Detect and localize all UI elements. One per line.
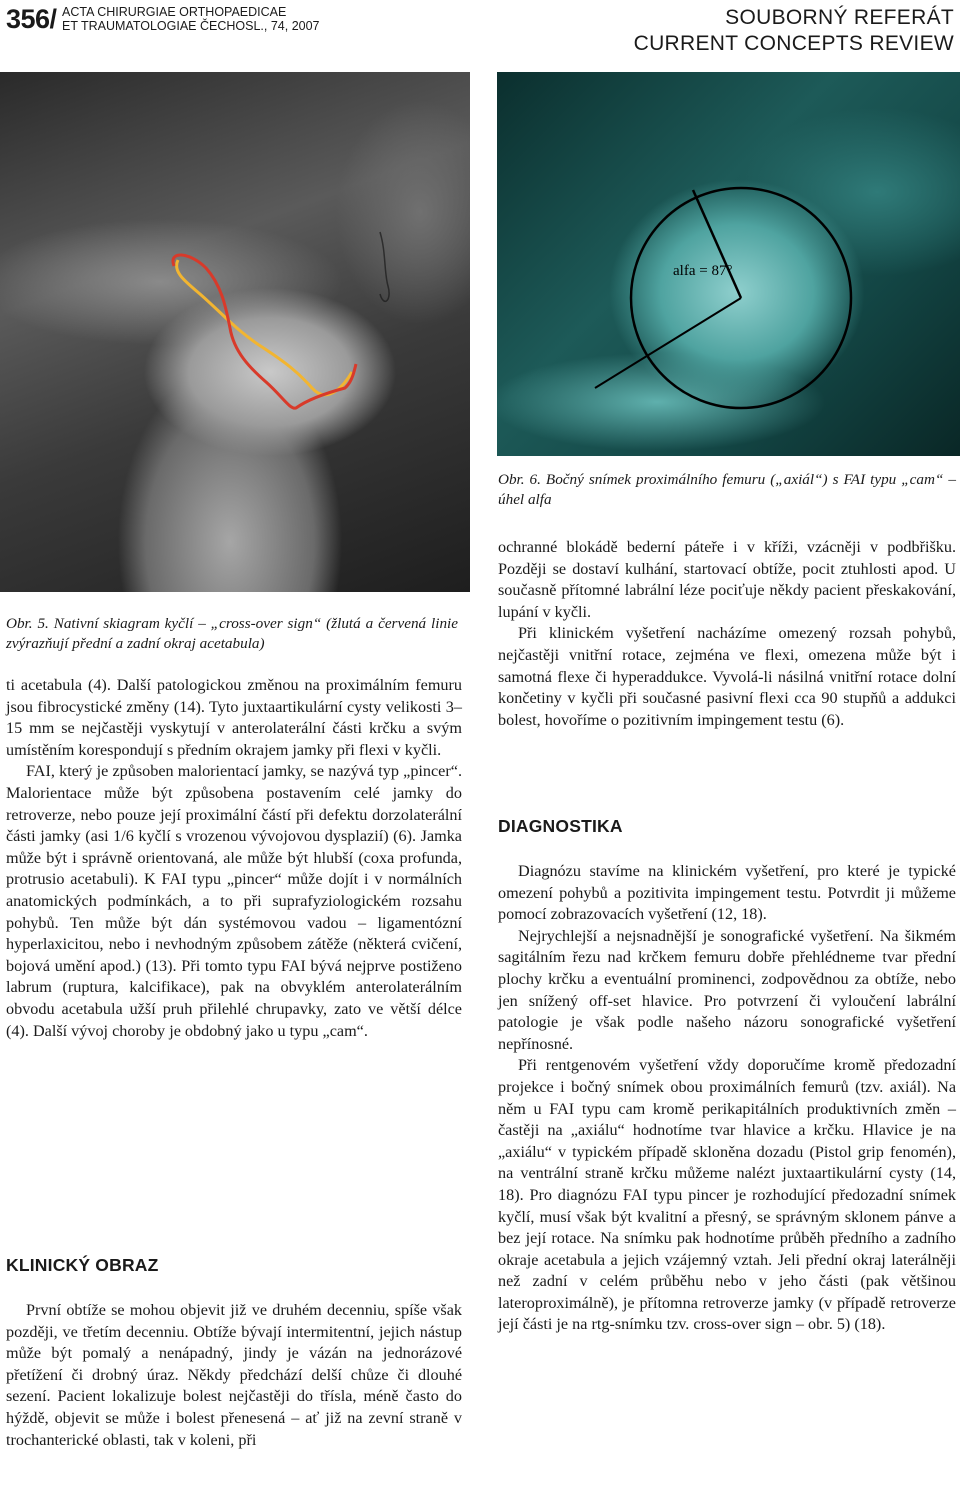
- figure-5-caption: Obr. 5. Nativní skiagram kyčlí – „cross-over sign“ (žlutá a červená linie zvýrazňují přední a zadní okraj acetabula): [6, 615, 458, 652]
- crossover-red-line: [173, 255, 356, 408]
- figure-5-overlay: [0, 72, 470, 592]
- section-title: [634, 5, 954, 57]
- paragraph: Při klinickém vyšetření nacházíme omezený rozsah pohybů, nejčastěji vnitřní rotace, zejména ve flexi, omezena může být i samotná flexe či hyperaddukce. Vyvolá-li násilná vnitřní rotace dolní končetiny v kyčli při současné pasivní flexi cca 90 stupňů a addukci bolest, hovoříme o pozitivním impingement testu (6).: [498, 624, 956, 729]
- figure-6-overlay: [497, 72, 960, 456]
- alpha-angle-label: alfa = 87°: [673, 263, 733, 279]
- paragraph: První obtíže se mohou objevit již ve druhém decenniu, spíše však později, ve třetím decenniu. Obtíže bývají intermitentní, jejich nástup může být pomalý a nenápadný, jindy je vázán na jednorázové přetížení či drobný úraz. Někdy předchází delší chůze či dlouhé sezení. Pacient lokalizuje bolest nejčastěji do třísla, méně často do hýždě, objevit se může i bolest přenesená – ať již na zevní straně v trochanterické oblasti, tak v koleni, při: [6, 1301, 462, 1449]
- paragraph: ti acetabula (4). Další patologickou změnou na proximálním femuru jsou fibrocystické změny (14). Tyto juxtaartikulární cysty velikosti 3–15 mm se nejčastěji vyskytují v anterolaterální části krčku a svým umístěním korespondují s předním okrajem jamky při flexi v kyčli.: [6, 676, 462, 759]
- alpha-angle-line-2: [595, 298, 741, 388]
- paragraph: FAI, který je způsoben malorientací jamky, se nazývá typ „pincer“. Malorientace může být způsobena postavením celé jamky do retroverze, nebo pouze její proximální částí při defektu dorzolaterální části jamky (asi 1/6 kyčlí s vrozenou vývojovou dysplazií) (6). Jamka může být i správně orientovaná, ale může být hlubší (coxa profunda, protrusio acetabuli). K FAI typu „pincer“ může dojít i v normálních anatomických podmínkách, a to při suprafyziologickém rozsahu pohybů. Ten může být dán systémovou vadou – ligamentózní hyperlaxicitou, nebo i nevhodným způsobem zátěže (některá cvičení, bojová umění apod.) (13). Při tomto typu FAI bývá nejprve postiženo labrum (ruptura, kalcifikace), pak na obvyklém anterolaterálním obvodu acetabula užší pruh přilehlé chrupavky, zato ve větší délce (4). Další vývoj choroby je obdobný jako u typu „cam“.: [6, 762, 462, 1040]
- section-line-2: CURRENT CONCEPTS REVIEW: [633, 32, 954, 55]
- figure-5-xray-image: [0, 72, 470, 592]
- paragraph: Při rentgenovém vyšetření vždy doporučíme kromě předozadní projekce i bočný snímek obou proximálních femurů (tzv. axiál). Na něm u FAI typu cam kromě perikapitálních produktivních změn – častěji na „axiálu“ hodnotíme tvar hlavice a krčku. Hlavice je na „axiálu“ v typickém případě skloněna dozadu (Pistol grip fenomén), na ventrální straně krčku můžeme nalézt juxtaartikulární cysty (14, 18). Pro diagnózu FAI typu pincer je rozhodující předozadní snímek kyčlí, musí však být kvalitní a přesný, se správným sklonem pánve a bez její rotace. Na snímku pak hodnotíme průběh předního a zadního okraje acetabula a jejich vzájemný vztah. Jeli přední okraj laterálněji než zadní v celém průběhu nebo v jeho části (pak většinou lateroproximálně), je přítomna retroverze jamky (v případě retroverze její části je na rtg-snímku tzv. cross-over sign – obr. 5) (18).: [498, 1056, 956, 1334]
- journal-name: [62, 5, 320, 33]
- right-column-upper: [498, 537, 956, 731]
- paragraph: Nejrychlejší a nejsnadnější je sonografické vyšetření. Na šikmém sagitálním řezu nad krčkem femuru dobře přehlédneme tvar přední plochy krčku a eventuální prominenci, zodpovědnou za obtíže, nebo jen snížený off-set hlavice. Pro potvrzení či vyloučení labrální patologie je však podle našeho názoru sonografické vyšetření nepřínosné.: [498, 926, 956, 1053]
- section-line-1: SOUBORNÝ REFERÁT: [725, 6, 954, 29]
- heading-diagnostika: DIAGNOSTIKA: [498, 816, 623, 836]
- journal-line-2: ET TRAUMATOLOGIAE ČECHOSL., 74, 2007: [62, 19, 320, 33]
- crossover-yellow-line: [177, 260, 352, 395]
- paragraph: ochranné blokádě bederní páteře i v kříži, vzácněji v podbřišku. Později se dostaví kulhání, startovací obtíže, pocit ztuhlosti apod. U současně přítomné labrální léze pociťuje někdy pacient přeskakování, lupání v kyčli.: [498, 538, 956, 621]
- left-column-upper: [6, 675, 462, 1042]
- alpha-angle-line-1: [693, 190, 741, 298]
- faint-bone-contour: [380, 232, 389, 301]
- right-column-lower: [498, 861, 956, 1336]
- paragraph: Diagnózu stavíme na klinickém vyšetření, pro které je typické omezení pohybů a pozitivita impingement testu. Potvrdit ji můžeme pomocí zobrazovacích vyšetření (12, 18).: [498, 862, 956, 924]
- heading-klinicky-obraz: KLINICKÝ OBRAZ: [6, 1255, 159, 1275]
- page-number: 356/: [6, 4, 57, 34]
- figure-6-xray-image: [497, 72, 960, 456]
- journal-line-1: ACTA CHIRURGIAE ORTHOPAEDICAE: [62, 5, 287, 19]
- left-column-lower: [6, 1300, 462, 1451]
- figure-6-caption: Obr. 6. Bočný snímek proximálního femuru („axiál“) s FAI typu „cam“ – úhel alfa: [498, 471, 956, 508]
